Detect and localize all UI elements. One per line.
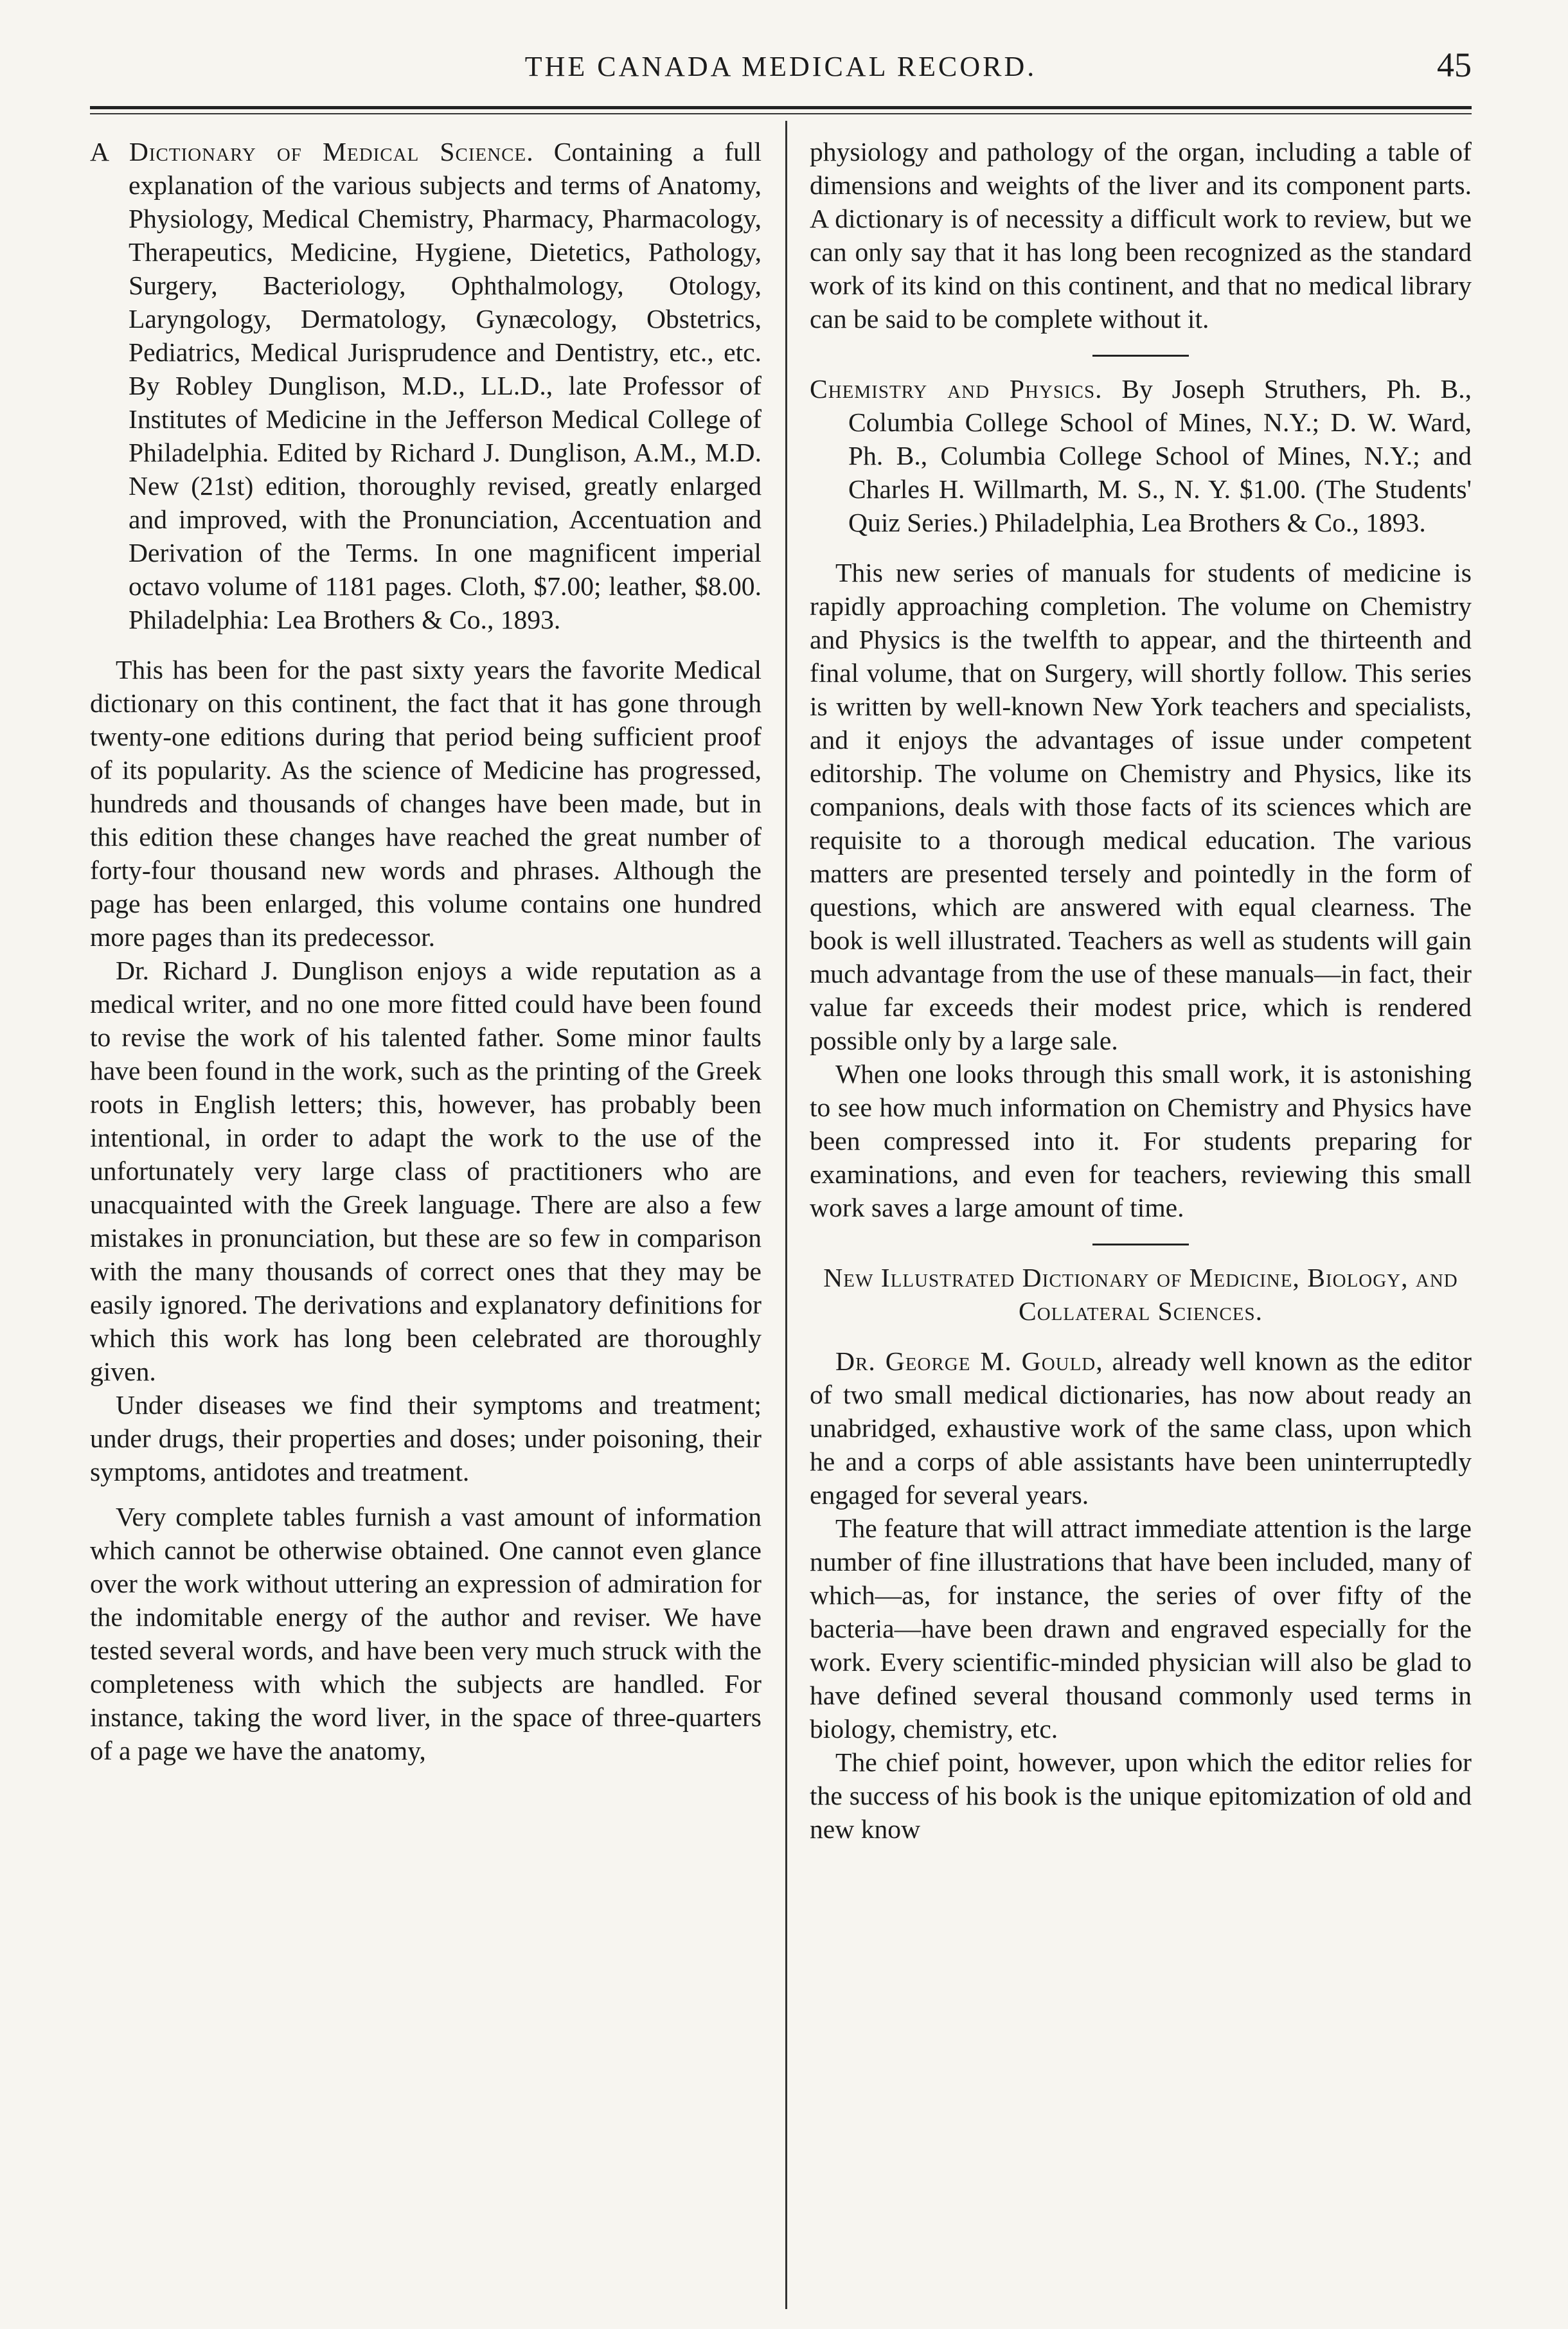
review-citation-text: By Joseph Struthers, Ph. B., Columbia College School of Mines, N.Y.; D. W. Ward, Ph. B., Columbia College School of Mines, N.Y.; and Charles H. Willmarth, M. S., N. Y. $1.00. (The Students' Quiz Series.) Philadelphia, Lea Brothers & Co., 1893.: [848, 374, 1472, 537]
header-rule-thin: [90, 113, 1472, 114]
review-title: A Dictionary of Medical Science.: [90, 137, 534, 166]
section-divider: [1092, 355, 1189, 357]
section-heading: New Illustrated Dictionary of Medicine, Biology, and Collateral Sciences.: [823, 1263, 1458, 1326]
body-paragraph: This new series of manuals for students of medicine is rapidly approaching completion. The volume on Chemistry and Physics is the twelfth to appear, and the thirteenth and final volume, that on Surgery, will shortly follow. This series is written by well-known New York teachers and specialists, and it enjoys the advantages of issue under competent editorship. The volume on Chemistry and Physics, like its companions, deals with those facts of its sciences which are requisite to a thorough medical education. The various matters are presented tersely and pointedly in the form of questions, which are answered with equal clearness. The book is well illustrated. Teachers as well as students will gain much advantage from the use of these manuals—in fact, their value far exceeds their modest price, which is rendered possible only by a large sale.: [810, 558, 1472, 1055]
body-paragraph: Under diseases we find their symptoms and treatment; under drugs, their properties and doses; under poisoning, their symptoms, antidotes and treatment.: [90, 1390, 762, 1486]
review-title: Chemistry and Physics.: [810, 374, 1103, 404]
left-column: [90, 135, 762, 1767]
body-paragraph: When one looks through this small work, it is astonishing to see how much information on Chemistry and Physics have been compressed into it. For students preparing for examinations, and even for teachers, reviewing this small work saves a large amount of time.: [810, 1059, 1472, 1222]
body-paragraph: This has been for the past sixty years the favorite Medical dictionary on this continent, the fact that it has gone through twenty-one editions during that period being sufficient proof of its popularity. As the science of Medicine has progressed, hundreds and thousands of changes have been made, but in this edition these changes have reached the great number of forty-four thousand new words and phrases. Although the page has been enlarged, this volume contains one hundred more pages than its predecessor.: [90, 655, 762, 952]
body-paragraph-continued: physiology and pathology of the organ, including a table of dimensions and weights of the liver and its component parts. A dictionary is of necessity a difficult work to review, but we can only say that it has long been recognized as the standard work of its kind on this continent, and that no medical library can be said to be complete without it.: [810, 137, 1472, 334]
body-paragraph: [810, 1344, 1472, 1512]
column-divider: [785, 121, 787, 2309]
lead-name: Dr. George M. Gould,: [835, 1346, 1103, 1376]
review-citation-dictionary-medical-science: [90, 135, 762, 636]
review-citation-chemistry-physics: [810, 372, 1472, 539]
header-rule: [90, 106, 1472, 109]
right-column: [810, 135, 1472, 1846]
review-citation-text: Containing a full explanation of the various subjects and terms of Anatomy, Physiology, Medical Chemistry, Pharmacy, Pharmacology, Therapeutics, Medicine, Hygiene, Dietetics, Pathology, Surgery, Bacteriology, Ophthalmology, Otology, Laryngology, Dermatology, Gynæcology, Obstetrics, Pediatrics, Medical Jurisprudence and Dentistry, etc., etc. By Robley Dunglison, M.D., LL.D., late Professor of Institutes of Medicine in the Jefferson Medical College of Philadelphia. Edited by Richard J. Dunglison, A.M., M.D. New (21st) edition, thoroughly revised, greatly enlarged and improved, with the Pronunciation, Accentuation and Derivation of the Terms. In one magnificent imperial octavo volume of 1181 pages. Cloth, $7.00; leather, $8.00. Philadelphia: Lea Brothers & Co., 1893.: [129, 137, 762, 634]
body-paragraph: The chief point, however, upon which the editor relies for the success of his book is the unique epitomization of old and new know: [810, 1747, 1472, 1844]
section-divider: [1092, 1244, 1189, 1245]
body-paragraph: Dr. Richard J. Dunglison enjoys a wide reputation as a medical writer, and no one more fitted could have been found to revise the work of his talented father. Some minor faults have been found in the work, such as the printing of the Greek roots in English letters; this, however, has probably been intentional, in order to adapt the work to the use of the unfortunately very large class of practitioners who are unacquainted with the Greek language. There are also a few mistakes in pronunciation, but these are so few in comparison with the many thousands of correct ones that they may be easily ignored. The derivations and explanatory definitions for which this work has long been celebrated are thoroughly given.: [90, 956, 762, 1386]
body-paragraph: Very complete tables furnish a vast amount of information which cannot be otherwise obtained. One cannot even glance over the work without uttering an expression of admiration for the indomitable energy of the author and reviser. We have tested several words, and have been very much struck with the completeness with which the subjects are handled. For instance, taking the word liver, in the space of three-quarters of a page we have the anatomy,: [90, 1502, 762, 1765]
running-title: THE CANADA MEDICAL RECORD.: [524, 51, 1037, 82]
body-paragraph-text: already well known as the editor of two small medical dictionaries, has now about ready an unabridged, exhaustive work of the same class, upon which he and a corps of able assistants have been uninterruptedly engaged for several years.: [810, 1346, 1472, 1510]
body-paragraph: The feature that will attract immediate attention is the large number of fine illustrations that have been included, many of which—as, for instance, the series of over fifty of the bacteria—have been drawn and engraved especially for the work. Every scientific-minded physician will also be glad to have defined several thousand commonly used terms in biology, chemistry, etc.: [810, 1513, 1472, 1744]
page-number: 45: [1437, 46, 1472, 84]
page-header: [90, 39, 1472, 96]
